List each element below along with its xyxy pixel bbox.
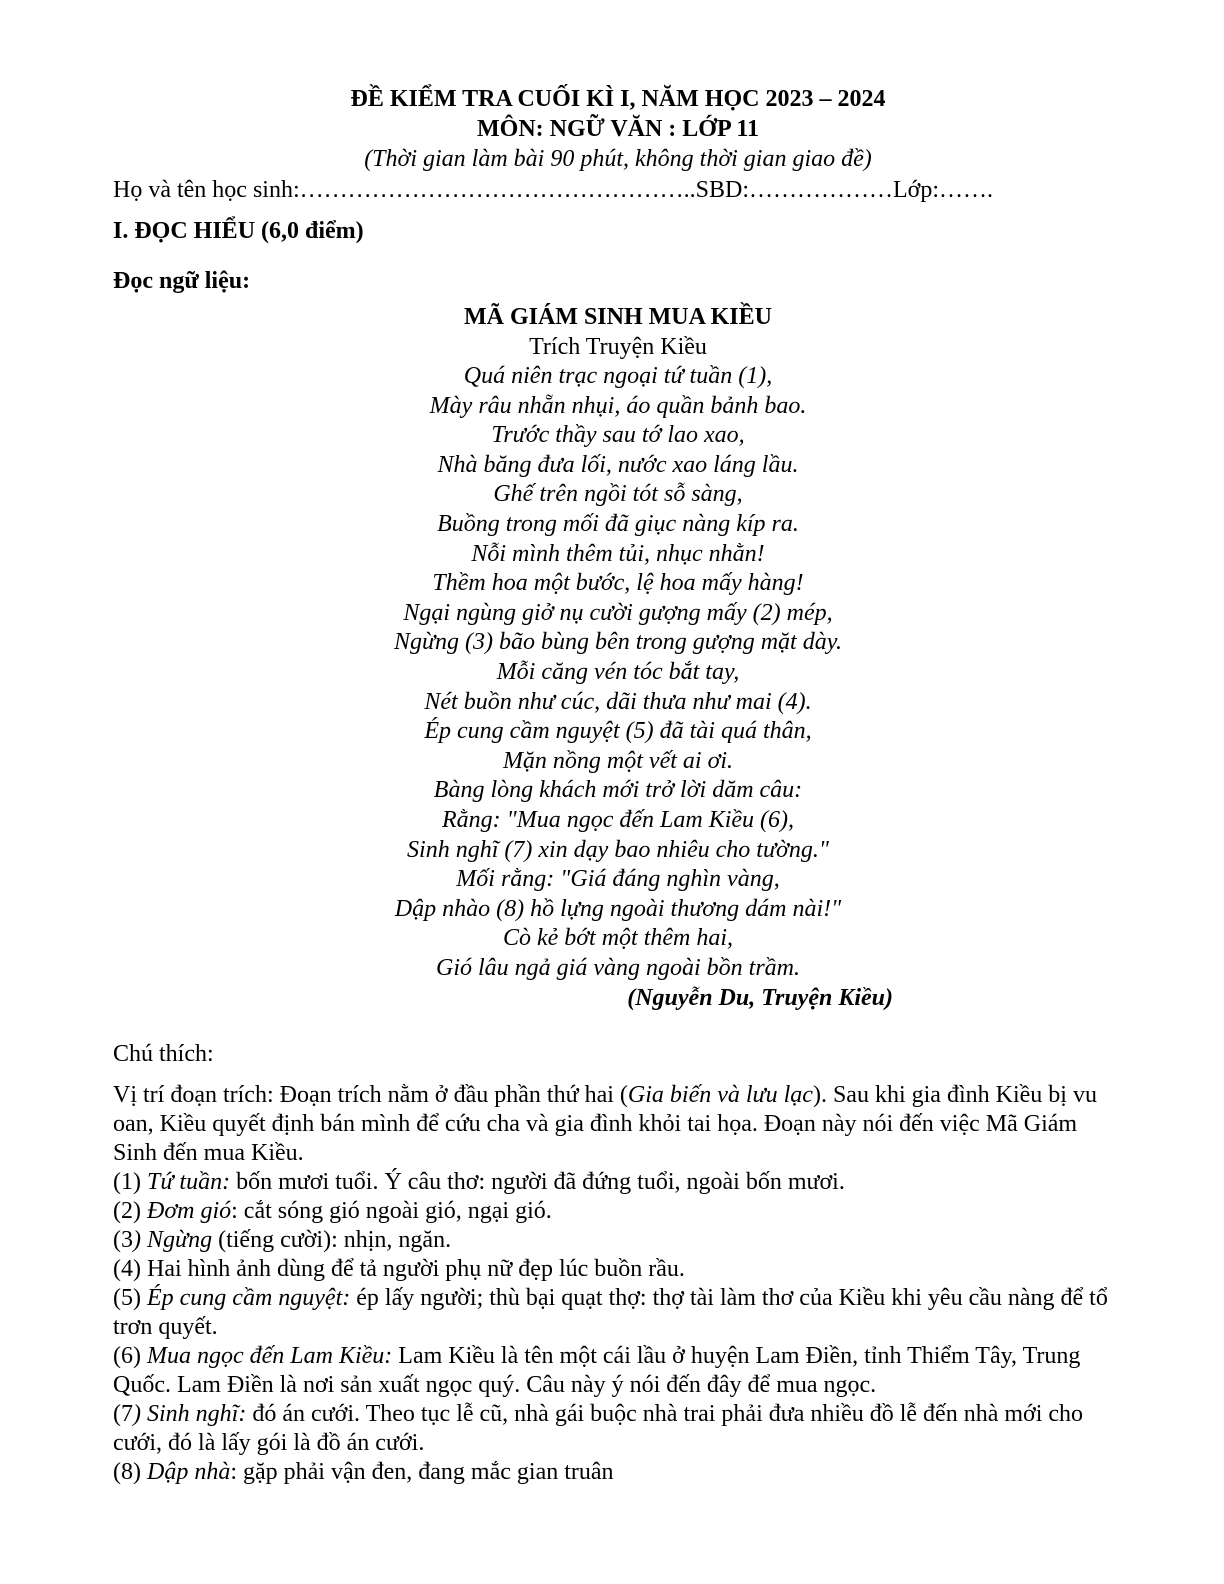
footnote-item xyxy=(113,1197,1123,1226)
poem-author: (Nguyễn Du, Truyện Kiều) xyxy=(627,985,893,1012)
footnote-item xyxy=(113,1458,1123,1487)
footnote-text: : cắt sóng gió ngoài gió, ngại gió. xyxy=(231,1198,552,1225)
footnote-term: ) Ngừng xyxy=(133,1227,213,1254)
poem-line: Nhà băng đưa lối, nước xao láng lầu. xyxy=(437,451,799,478)
footnote-number: (5) xyxy=(113,1285,147,1312)
footnote-number: (7 xyxy=(113,1401,133,1428)
time-note: (Thời gian làm bài 90 phút, không thời gian giao đề) xyxy=(364,146,872,172)
poem-line: Bàng lòng khách mới trở lời dăm câu: xyxy=(433,777,803,804)
exam-title: ĐỀ KIỂM TRA CUỐI KÌ I, NĂM HỌC 2023 – 2024 xyxy=(350,86,886,112)
footnote-item xyxy=(113,1255,1123,1284)
poem-line: Ngừng (3) bão bùng bên trong gượng mặt dày. xyxy=(393,629,843,656)
poem-line: Nỗi mình thêm tủi, nhục nhằn! xyxy=(471,540,765,567)
excerpt-position-note xyxy=(113,1081,1123,1168)
poem-line: Mặn nồng một vết ai ơi. xyxy=(502,747,734,774)
footnote-term: Đơm gió xyxy=(146,1198,232,1225)
student-info-line: Họ và tên học sinh:…………………………………………..SBD:………………Lớp:……. xyxy=(113,177,994,203)
poem-line: Ép cung cầm nguyệt (5) đã tài quá thân, xyxy=(424,718,812,745)
footnote-item xyxy=(113,1168,1123,1197)
position-prefix: Vị trí đoạn trích: Đoạn trích nằm ở đầu phần thứ hai ( xyxy=(113,1082,628,1109)
footnote-text: bốn mươi tuổi. Ý câu thơ: người đã đứng tuổi, ngoài bốn mươi. xyxy=(230,1169,845,1196)
footnote-item xyxy=(113,1400,1123,1458)
poem-line: Thềm hoa một bước, lệ hoa mấy hàng! xyxy=(432,570,804,597)
poem-line: Trước thầy sau tớ lao xao, xyxy=(491,422,745,449)
subject-line: MÔN: NGỮ VĂN : LỚP 11 xyxy=(477,116,759,142)
poem-title: MÃ GIÁM SINH MUA KIỀU xyxy=(463,304,772,330)
poem-line: Rằng: "Mua ngọc đến Lam Kiều (6), xyxy=(441,806,795,833)
poem-line: Mối rằng: "Giá đáng nghìn vàng, xyxy=(456,866,780,893)
footnote-text: : gặp phải vận đen, đang mắc gian truân xyxy=(230,1459,614,1486)
footnote-text: Hai hình ảnh dùng để tả người phụ nữ đẹp lúc buồn rầu. xyxy=(146,1256,685,1283)
position-suffix: ). Sau khi gia đình Kiều bị vu oan, Kiều quyết định bán mình để cứu cha và gia đình khỏi tai họa. Đoạn này nói đến việc Mã Giám Sinh đến mua Kiều. xyxy=(113,1082,1097,1167)
exam-page xyxy=(113,84,1123,1487)
footnote-item xyxy=(113,1284,1123,1342)
footnote-number: (6) xyxy=(113,1343,147,1370)
footnote-number: (3 xyxy=(113,1227,133,1254)
notes-label: Chú thích: xyxy=(113,1041,214,1068)
poem-line: Cò kẻ bớt một thêm hai, xyxy=(502,925,734,952)
footnote-number: (8) xyxy=(113,1459,147,1486)
footnote-term: Tứ tuần: xyxy=(146,1169,231,1196)
footnote-item xyxy=(113,1342,1123,1400)
poem-line: Quá niên trạc ngoại tứ tuần (1), xyxy=(463,363,773,389)
poem-line: Ngại ngùng giở nụ cười gượng mấy (2) mép, xyxy=(403,599,833,626)
footnote-text: ép lấy người; thù bại quạt thợ: thợ tài làm thơ của Kiều khi yêu cầu nàng để tổ trơn quyết. xyxy=(113,1285,1108,1341)
position-italic: Gia biến và lưu lạc xyxy=(627,1082,813,1109)
poem-line: Ghế trên ngồi tót sỗ sàng, xyxy=(493,481,743,508)
poem-line: Sinh nghĩ (7) xin dạy bao nhiêu cho tường." xyxy=(407,836,829,863)
footnote-term: Mua ngọc đến Lam Kiều: xyxy=(146,1343,393,1370)
footnote-term: ) Sinh nghĩ: xyxy=(133,1401,247,1428)
footnote-text: (tiếng cười): nhịn, ngăn. xyxy=(212,1227,452,1254)
poem-line: Mày râu nhẵn nhụi, áo quần bảnh bao. xyxy=(429,392,807,419)
footnote-term: Ép cung cầm nguyệt: xyxy=(146,1285,351,1312)
read-label: Đọc ngữ liệu: xyxy=(113,268,251,294)
poem-line: Buồng trong mối đã giục nàng kíp ra. xyxy=(437,510,799,537)
poem-line: Gió lâu ngả giá vàng ngoài bồn trầm. xyxy=(436,954,800,981)
footnote-number: (2) xyxy=(113,1198,147,1225)
footnote-term: Dập nhà xyxy=(146,1459,231,1486)
poem-subtitle: Trích Truyện Kiều xyxy=(529,334,707,360)
footnote-item xyxy=(113,1226,1123,1255)
footnote-list xyxy=(113,1168,1123,1487)
poem-line: Mỗi căng vén tóc bắt tay, xyxy=(496,658,740,685)
footnote-number: (4) xyxy=(113,1256,147,1283)
footnote-number: (1) xyxy=(113,1169,147,1196)
footnote-text: Lam Kiều là tên một cái lầu ở huyện Lam Điền, tỉnh Thiểm Tây, Trung Quốc. Lam Điền là nơi sản xuất ngọc quý. Câu này ý nói đến đây để mua ngọc. xyxy=(113,1343,1081,1399)
poem-line: Dập nhào (8) hồ lựng ngoài thương dám nài!" xyxy=(394,895,842,922)
footnote-text: đó án cưới. Theo tục lễ cũ, nhà gái buộc nhà trai phải đưa nhiều đồ lễ đến nhà mới cho cưới, đó là lấy gói là đồ án cưới. xyxy=(113,1401,1084,1457)
section-heading: I. ĐỌC HIỂU (6,0 điểm) xyxy=(113,218,364,244)
poem-body xyxy=(113,362,1123,983)
poem-line: Nét buồn như cúc, dãi thưa như mai (4). xyxy=(424,688,812,715)
